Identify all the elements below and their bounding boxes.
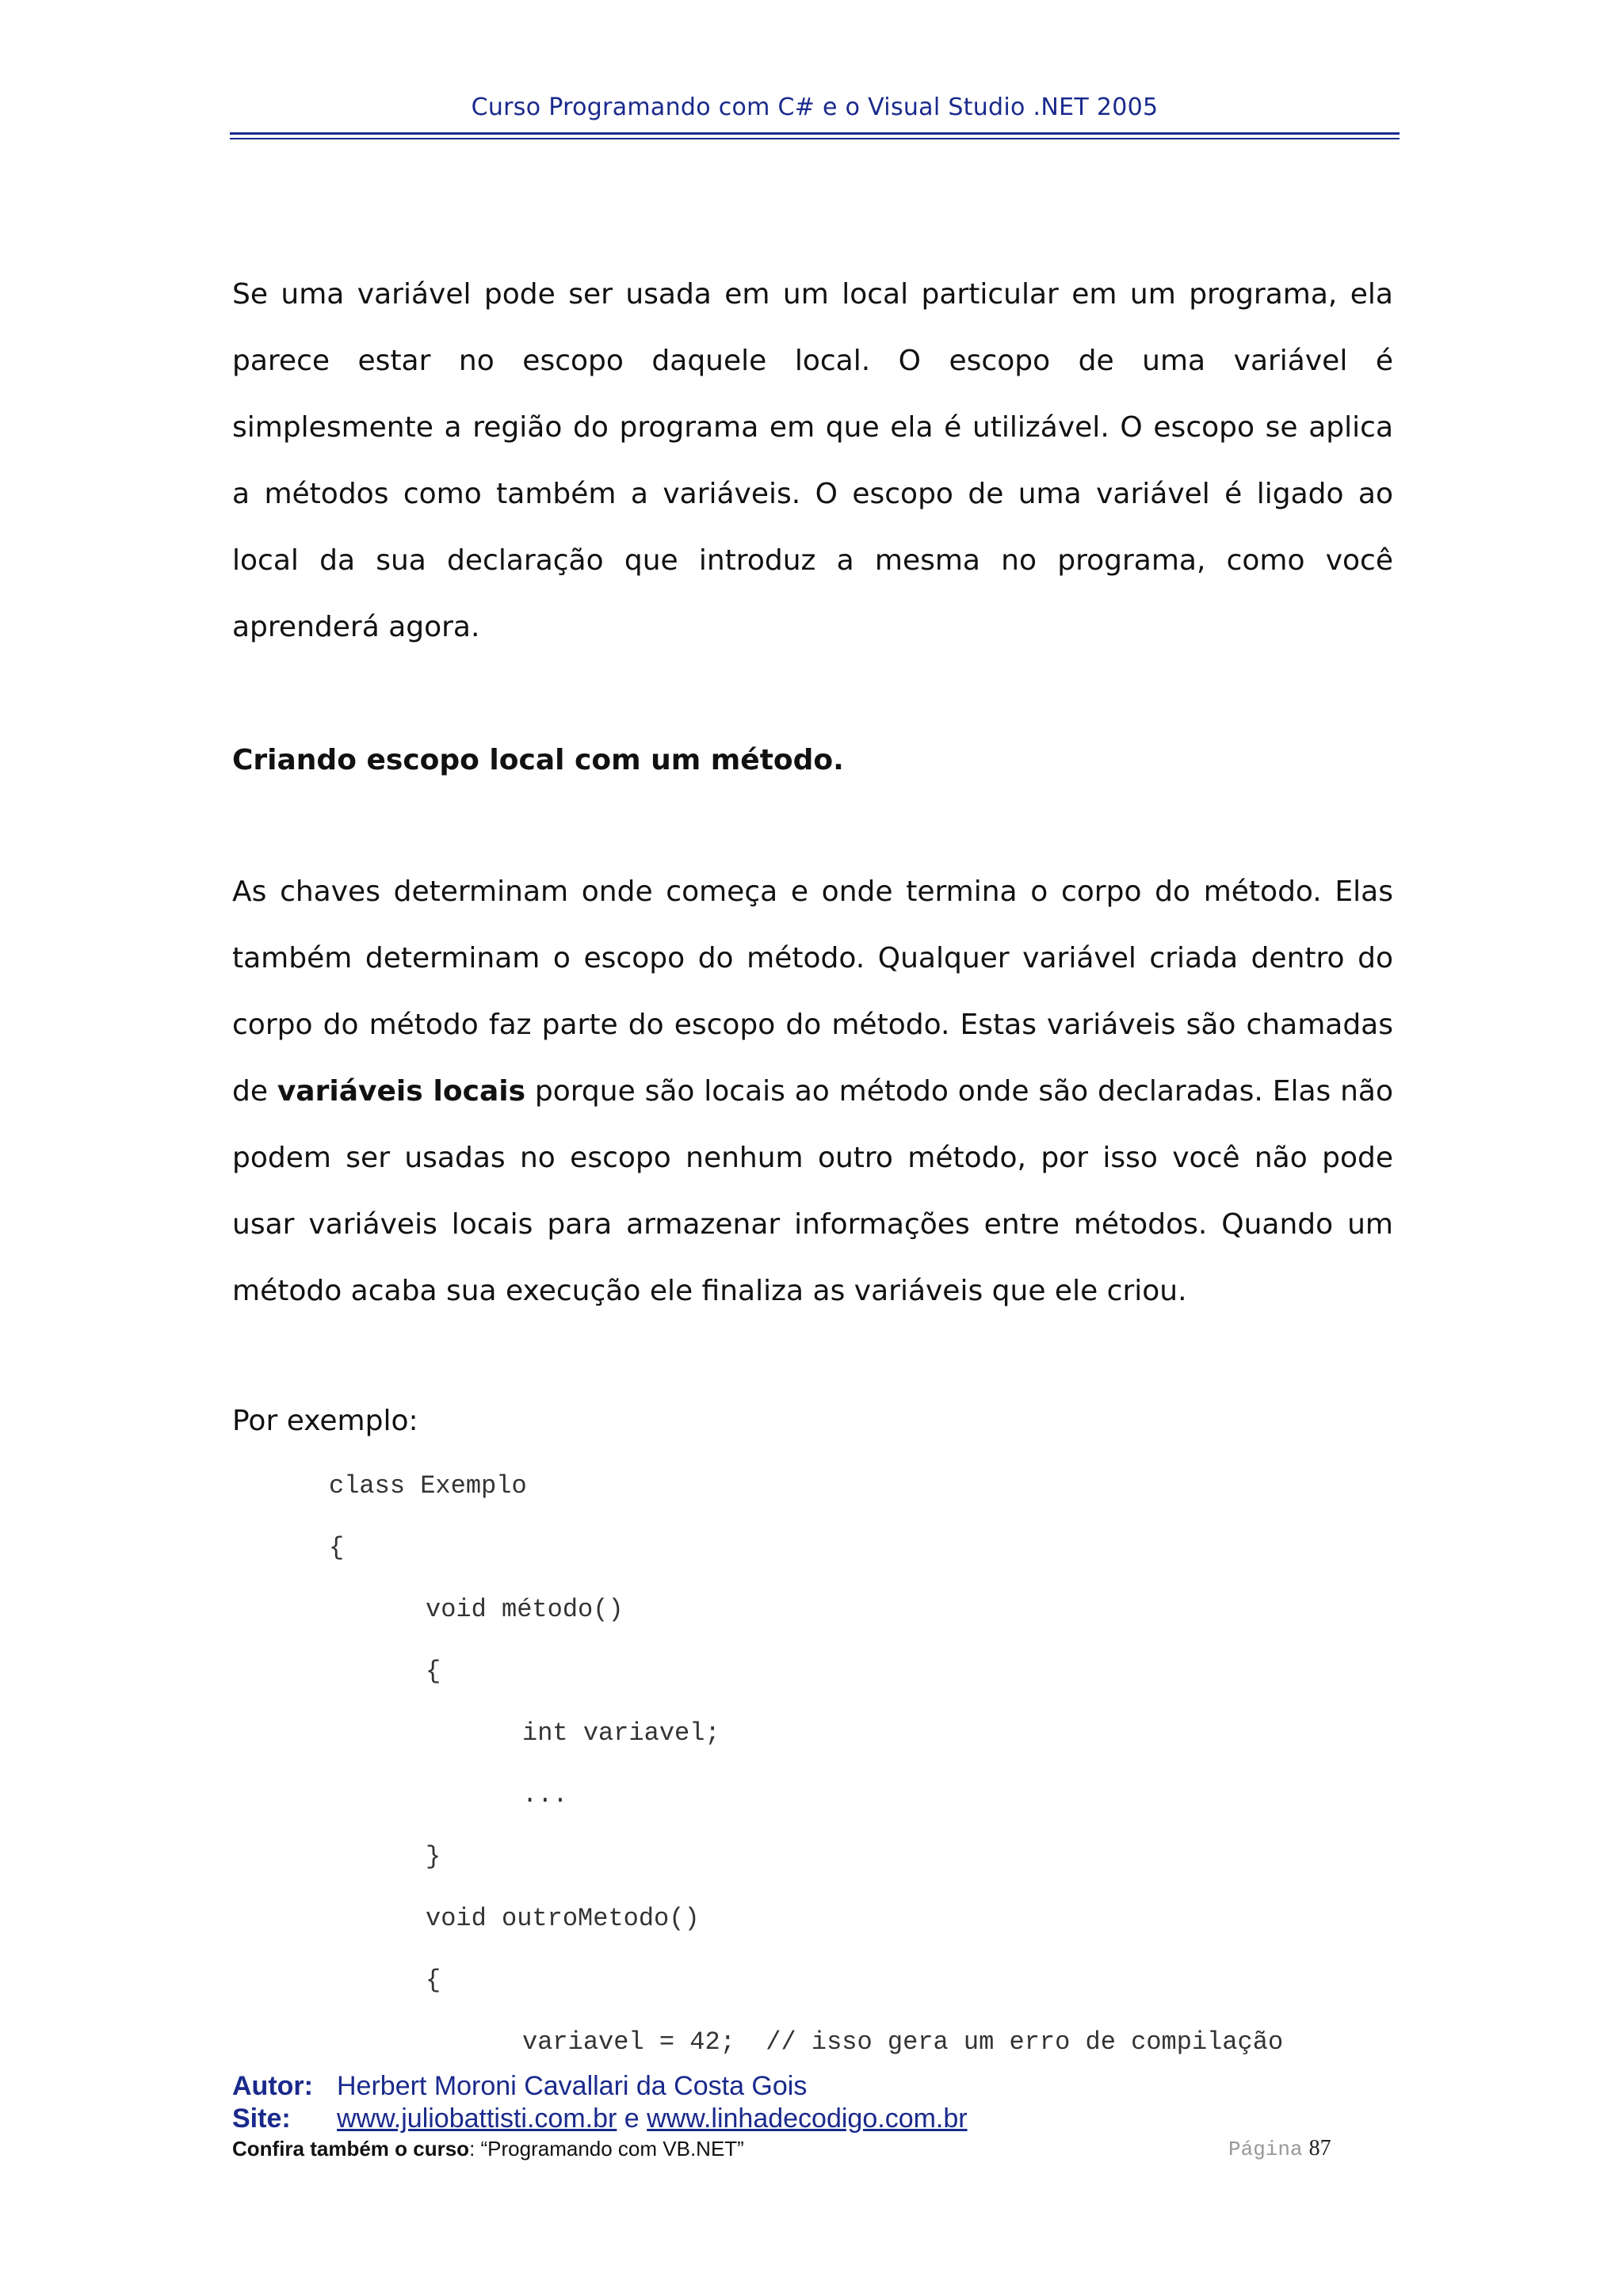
site-conjunction: e (624, 2103, 640, 2134)
paragraph-text-end: porque são locais ao método onde são declaradas. Elas não podem ser usadas no escopo nenhum outro método, por isso você não pode usar variáveis locais para armazenar informações entre métodos. Quando um método acaba sua execução ele finaliza as variáveis que ele criou. (232, 1075, 1394, 1307)
course-title: Curso Programando com C# e o Visual Studio .NET 2005 (471, 93, 1159, 121)
site-label: Site: (232, 2103, 291, 2134)
page-number-value: 87 (1308, 2136, 1331, 2161)
juliobattisti-link[interactable]: www.juliobattisti.com.br (337, 2103, 617, 2134)
code-line: void método() (426, 1595, 624, 1624)
footer-author (232, 2071, 807, 2102)
page-number (1228, 2136, 1331, 2161)
code-line: class Exemplo (329, 1471, 527, 1501)
footer-course-note (232, 2137, 744, 2161)
header-rule-top (230, 132, 1400, 135)
author-label: Autor: (232, 2071, 313, 2101)
example-label: Por exemplo: (232, 1405, 418, 1437)
code-line: { (329, 1533, 345, 1562)
bold-term: variáveis locais (277, 1075, 526, 1108)
paragraph-text-start: As chaves determinam onde começa e onde termina o corpo do método. Elas também determinam o escopo do método. Qualquer variável criada dentro do corpo do método faz parte do escopo do método. Estas variáveis são chamadas de (232, 875, 1393, 1108)
author-name: Herbert Moroni Cavallari da Costa Gois (337, 2071, 808, 2101)
intro-paragraph: Se uma variável pode ser usada em um local particular em um programa, ela parece estar no escopo daquele local. O escopo de uma variável é simplesmente a região do programa em que ela é utilizável. O escopo se aplica a métodos como também a variáveis. O escopo de uma variável é ligado ao local da sua declaração que introduz a mesma no programa, como você aprenderá agora. (232, 278, 1393, 643)
section-heading: Criando escopo local com um método. (232, 744, 844, 776)
linhadecodigo-link[interactable]: www.linhadecodigo.com.br (647, 2103, 968, 2134)
header-rule-bottom (230, 138, 1400, 139)
page-label: Página (1228, 2138, 1303, 2161)
code-line: ... (522, 1780, 568, 1810)
code-line: } (426, 1842, 441, 1871)
code-line: { (426, 1966, 441, 1995)
code-line: { (426, 1657, 441, 1686)
code-line: void outroMetodo() (426, 1904, 700, 1933)
course-note-text: : “Programando com VB.NET” (469, 2137, 744, 2161)
code-line: variavel = 42; // isso gera um erro de compilação (522, 2027, 1284, 2057)
course-note-bold: Confira também o curso (232, 2137, 470, 2161)
code-line: int variavel; (522, 1718, 720, 1748)
footer-site (232, 2103, 968, 2134)
local-variables-paragraph (232, 859, 1393, 1325)
